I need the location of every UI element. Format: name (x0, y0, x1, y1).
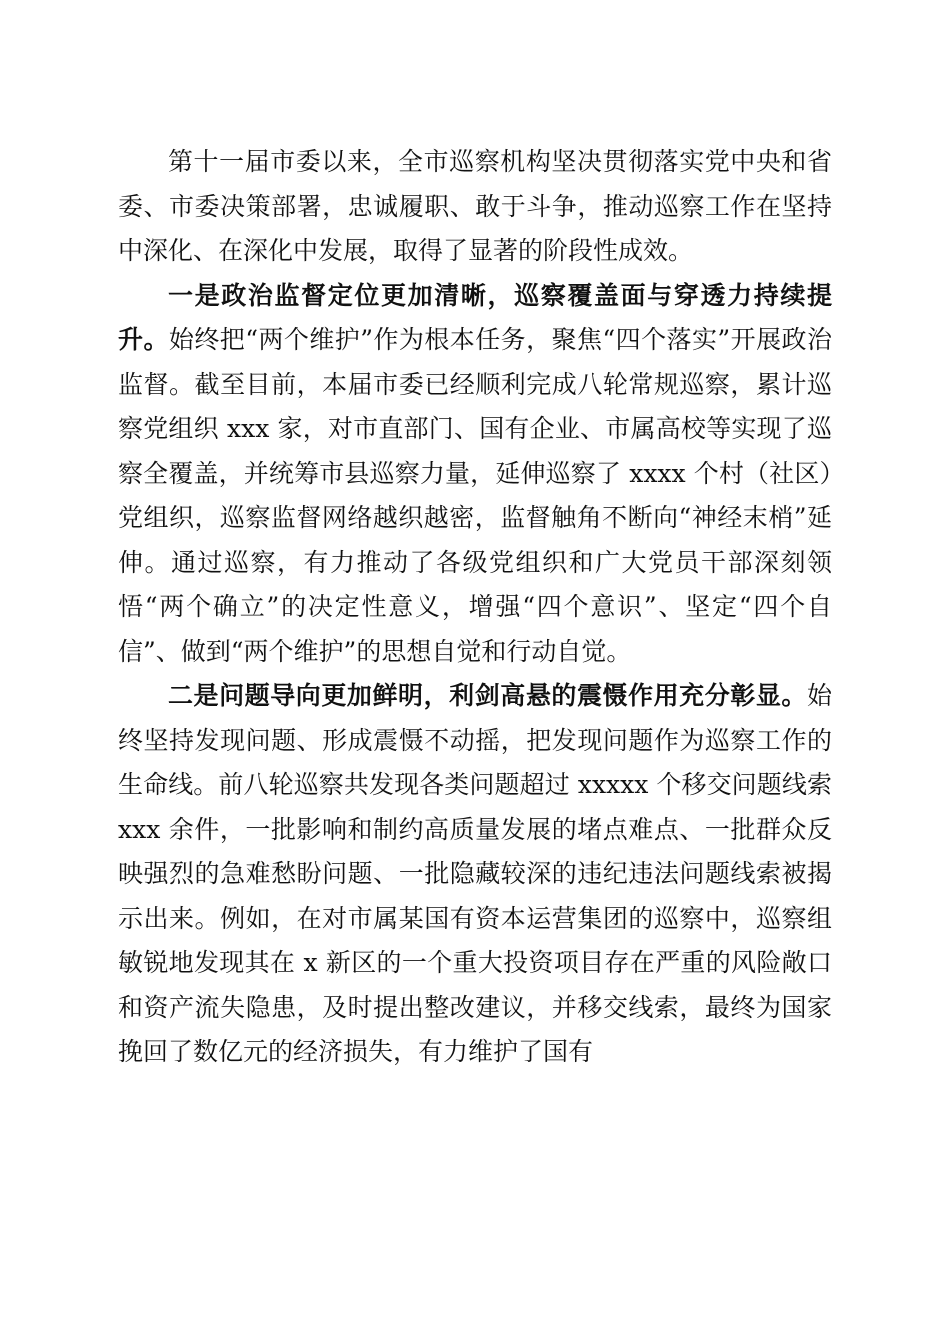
paragraph-intro (118, 140, 832, 274)
paragraph-text: 始终坚持发现问题、形成震慑不动摇，把发现问题作为巡察工作的生命线。前八轮巡察共发现各类问题超过 xxxxx 个移交问题线索 xxx 余件，一批影响和制约高质量发展的堵点难点、一批群众反映强烈的急难愁盼问题、一批隐藏较深的违纪违法问题线索被揭示出来。例如，在对市属某国有资本运营集团的巡察中，巡察组敏锐地发现其在 x 新区的一个重大投资项目存在严重的风险敞口和资产流失隐患，及时提出整改建议，并移交线索，最终为国家挽回了数亿元的经济损失，有力维护了国有 (118, 681, 832, 1066)
paragraph-political-supervision (118, 274, 832, 675)
paragraph-lead-sentence: 二是问题导向更加鲜明，利剑高悬的震慑作用充分彰显。 (168, 681, 807, 710)
paragraph-text: 第十一届市委以来，全市巡察机构坚决贯彻落实党中央和省委、市委决策部署，忠诚履职、敢于斗争，推动巡察工作在坚持中深化、在深化中发展，取得了显著的阶段性成效。 (118, 147, 832, 265)
document-body (118, 140, 832, 1075)
paragraph-lead-sentence: 一是政治监督定位更加清晰，巡察覆盖面与穿透力持续提升。 (118, 280, 832, 354)
paragraph-text: 始终把“两个维护”作为根本任务，聚焦“四个落实”开展政治监督。截至目前，本届市委已经顺利完成八轮常规巡察，累计巡察党组织 xxx 家，对市直部门、国有企业、市属高校等实现了巡察全覆盖，并统筹市县巡察力量，延伸巡察了 xxxx 个村（社区）党组织，巡察监督网络越织越密，监督触角不断向“神经末梢”延伸。通过巡察，有力推动了各级党组织和广大党员干部深刻领悟“两个确立”的决定性意义，增强“四个意识”、坚定“四个自信”、做到“两个维护”的思想自觉和行动自觉。 (118, 325, 832, 666)
paragraph-problem-orientation (118, 674, 832, 1075)
